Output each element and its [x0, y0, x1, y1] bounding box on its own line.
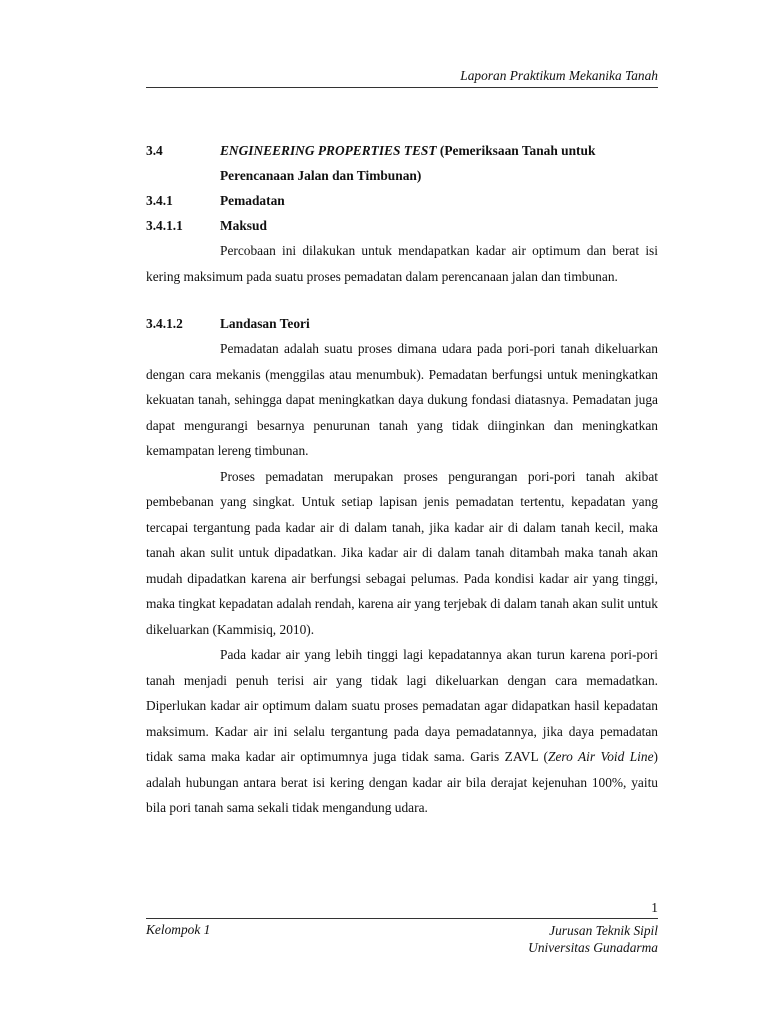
page-number: 1 — [651, 900, 658, 915]
paragraph-maksud — [146, 238, 658, 289]
paragraph-text-a: Pada kadar air yang lebih tinggi lagi kepadatannya akan turun karena pori-pori tanah menjadi penuh terisi air yang tidak lagi dikeluarkan dengan cara memadatkan. Diperlukan kadar air optimum dalam suatu proses pemadatan agar didapatkan hasil kepadatan maksimum. Kadar air ini selalu tergantung pada daya pemadatannya, jika daya pemadatan tidak sama maka kadar air optimumnya juga tidak sama. Garis ZAVL ( — [146, 647, 658, 764]
paragraph-landasan-3 — [146, 642, 658, 821]
section-heading-3-4-1-2 — [146, 311, 658, 336]
footer-group: Kelompok 1 — [146, 922, 211, 937]
document-body — [146, 138, 658, 821]
footer-university: Universitas Gunadarma — [528, 940, 658, 955]
footer-department: Jurusan Teknik Sipil — [549, 923, 658, 938]
section-number: 3.4.1.1 — [146, 218, 183, 233]
section-title: Pemadatan — [220, 193, 285, 208]
paragraph-text-b: ) adalah hubungan antara berat isi kering dengan kadar air bila derajat kejenuhan 100%, yaitu bila pori tanah sama sekali tidak mengandung udara. — [146, 749, 659, 815]
paragraph-text: Pemadatan adalah suatu proses dimana udara pada pori-pori tanah dikeluarkan dengan cara mekanis (menggilas atau menumbuk). Pemadatan berfungsi untuk meningkatkan kekuatan tanah, sehingga dapat meningkatkan daya dukung fondasi diatasnya. Pemadatan juga dapat mengurangi besarnya penurunan tanah yang tidak diinginkan dan meningkatkan kemampatan lereng timbunan. — [146, 341, 658, 458]
section-number: 3.4.1.2 — [146, 316, 183, 331]
paragraph-text-italic: Zero Air Void Line — [548, 749, 654, 764]
section-heading-3-4-1 — [146, 188, 658, 213]
footer-institution — [446, 922, 658, 956]
paragraph-text: Proses pemadatan merupakan proses pengurangan pori-pori tanah akibat pembebanan yang singkat. Untuk setiap lapisan jenis pemadatan tertentu, kepadatan yang tercapai tergantung pada kadar air di dalam tanah, jika kadar air di dalam tanah kecil, maka tanah akan sulit untuk dipadatkan. Jika kadar air di dalam tanah ditambah maka tanah akan mudah dipadatkan karena air berfungsi sebagai pelumas. Pada kondisi kadar air yang tinggi, maka tingkat kepadatan adalah rendah, karena air yang terjebak di dalam tanah akan sulit untuk dikeluarkan (Kammisiq, 2010). — [146, 468, 658, 637]
section-title-rest: (Pemeriksaan Tanah untuk — [436, 143, 596, 158]
paragraph-landasan-2 — [146, 464, 658, 643]
section-title: Maksud — [220, 218, 267, 233]
paragraph-text: Percobaan ini dilakukan untuk mendapatkan kadar air optimum dan berat isi kering maksimum pada suatu proses pemadatan dalam perencanaan jalan dan timbunan. — [146, 243, 658, 284]
paragraph-landasan-1 — [146, 336, 658, 464]
section-title-italic: ENGINEERING PROPERTIES TEST — [220, 143, 437, 158]
section-number: 3.4.1 — [146, 193, 173, 208]
section-heading-3-4 — [146, 138, 658, 163]
running-header: Laporan Praktikum Mekanika Tanah — [460, 68, 658, 83]
section-heading-3-4-1-1 — [146, 213, 658, 238]
section-number: 3.4 — [146, 143, 163, 158]
footer-divider — [146, 918, 658, 919]
header-divider — [146, 87, 658, 88]
section-title-line2: Perencanaan Jalan dan Timbunan) — [220, 168, 422, 183]
section-title — [220, 138, 595, 163]
section-title: Landasan Teori — [220, 316, 310, 331]
